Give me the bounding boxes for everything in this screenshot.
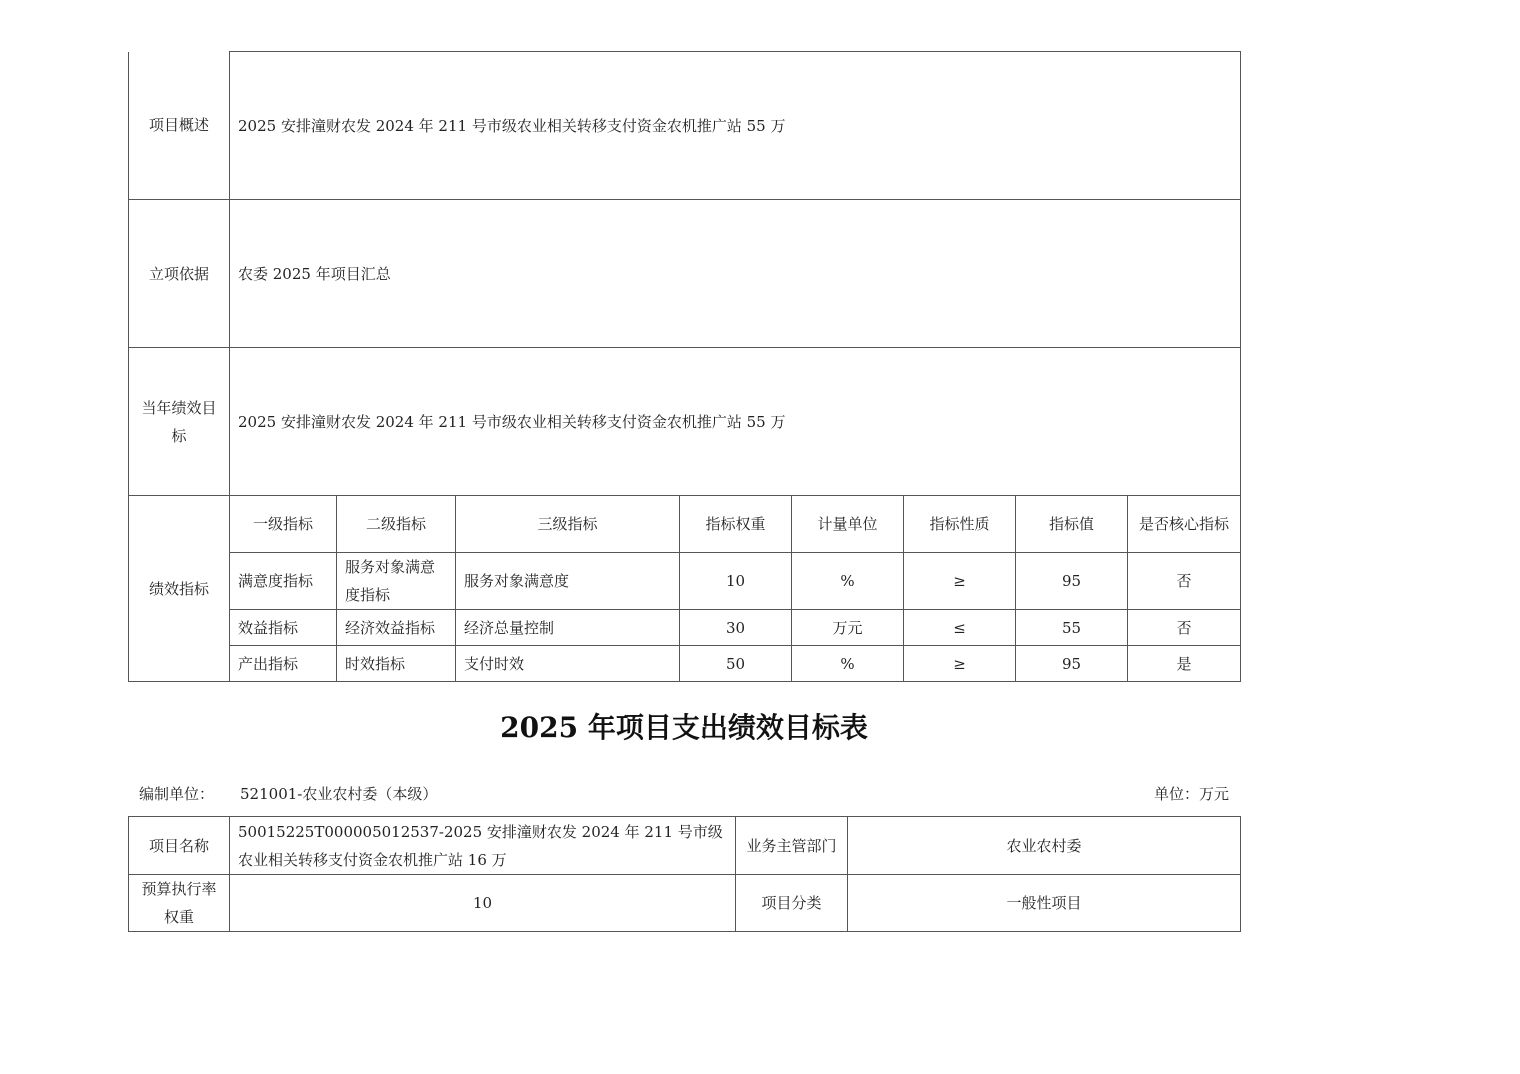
goal-value: 2025 安排潼财农发 2024 年 211 号市级农业相关转移支付资金农机推广站 55 万: [230, 348, 1241, 496]
cell-nature: ≤: [904, 610, 1016, 646]
header-cell: 指标权重: [680, 496, 792, 553]
cell-nature: ≥: [904, 646, 1016, 682]
header-cell: 指标性质: [904, 496, 1016, 553]
cell-level3: 经济总量控制: [456, 610, 680, 646]
cell-nature: ≥: [904, 553, 1016, 610]
cell-unit: %: [792, 553, 904, 610]
cell-value: 55: [1016, 610, 1128, 646]
table-row: [129, 553, 1241, 610]
goal-label: 当年绩效目标: [129, 348, 230, 496]
project-info-table: [128, 51, 1241, 682]
table-row: [129, 646, 1241, 682]
cell-core: 否: [1128, 553, 1241, 610]
prep-unit: [139, 780, 437, 808]
cell-level3: 服务对象满意度: [456, 553, 680, 610]
header-cell: 二级指标: [337, 496, 456, 553]
project-summary-table: [128, 816, 1241, 932]
cell-level1: 产出指标: [230, 646, 337, 682]
overview-label: 项目概述: [129, 52, 230, 200]
basis-value: 农委 2025 年项目汇总: [230, 200, 1241, 348]
project-name-value: 50015225T000005012537-2025 安排潼财农发 2024 年 211 号市级农业相关转移支付资金农机推广站 16 万: [230, 817, 736, 875]
cell-unit: 万元: [792, 610, 904, 646]
category-value: 一般性项目: [848, 875, 1241, 932]
cell-level2: 服务对象满意度指标: [337, 553, 456, 610]
prep-unit-value: 521001-农业农村委（本级）: [240, 785, 438, 803]
cell-level2: 时效指标: [337, 646, 456, 682]
basis-label: 立项依据: [129, 200, 230, 348]
section-title: 2025 年项目支出绩效目标表: [500, 711, 868, 744]
cell-core: 否: [1128, 610, 1241, 646]
currency-unit: 单位：万元: [1153, 785, 1229, 803]
overview-value: 2025 安排潼财农发 2024 年 211 号市级农业相关转移支付资金农机推广站 55 万: [230, 52, 1241, 200]
cell-unit: %: [792, 646, 904, 682]
dept-value: 农业农村委: [848, 817, 1241, 875]
header-cell: 指标值: [1016, 496, 1128, 553]
cell-weight: 30: [680, 610, 792, 646]
header-cell: 是否核心指标: [1128, 496, 1241, 553]
cell-value: 95: [1016, 646, 1128, 682]
header-cell: 计量单位: [792, 496, 904, 553]
table-row: [129, 610, 1241, 646]
cell-level1: 效益指标: [230, 610, 337, 646]
prep-unit-label: 编制单位：: [139, 785, 215, 803]
cell-weight: 50: [680, 646, 792, 682]
category-label: 项目分类: [736, 875, 848, 932]
rate-label: 预算执行率权重: [129, 875, 230, 932]
header-cell: 三级指标: [456, 496, 680, 553]
dept-label: 业务主管部门: [736, 817, 848, 875]
cell-level3: 支付时效: [456, 646, 680, 682]
rate-value: 10: [230, 875, 736, 932]
indicator-label: 绩效指标: [129, 496, 230, 682]
cell-weight: 10: [680, 553, 792, 610]
header-cell: 一级指标: [230, 496, 337, 553]
cell-value: 95: [1016, 553, 1128, 610]
cell-level1: 满意度指标: [230, 553, 337, 610]
project-name-label: 项目名称: [129, 817, 230, 875]
cell-level2: 经济效益指标: [337, 610, 456, 646]
cell-core: 是: [1128, 646, 1241, 682]
